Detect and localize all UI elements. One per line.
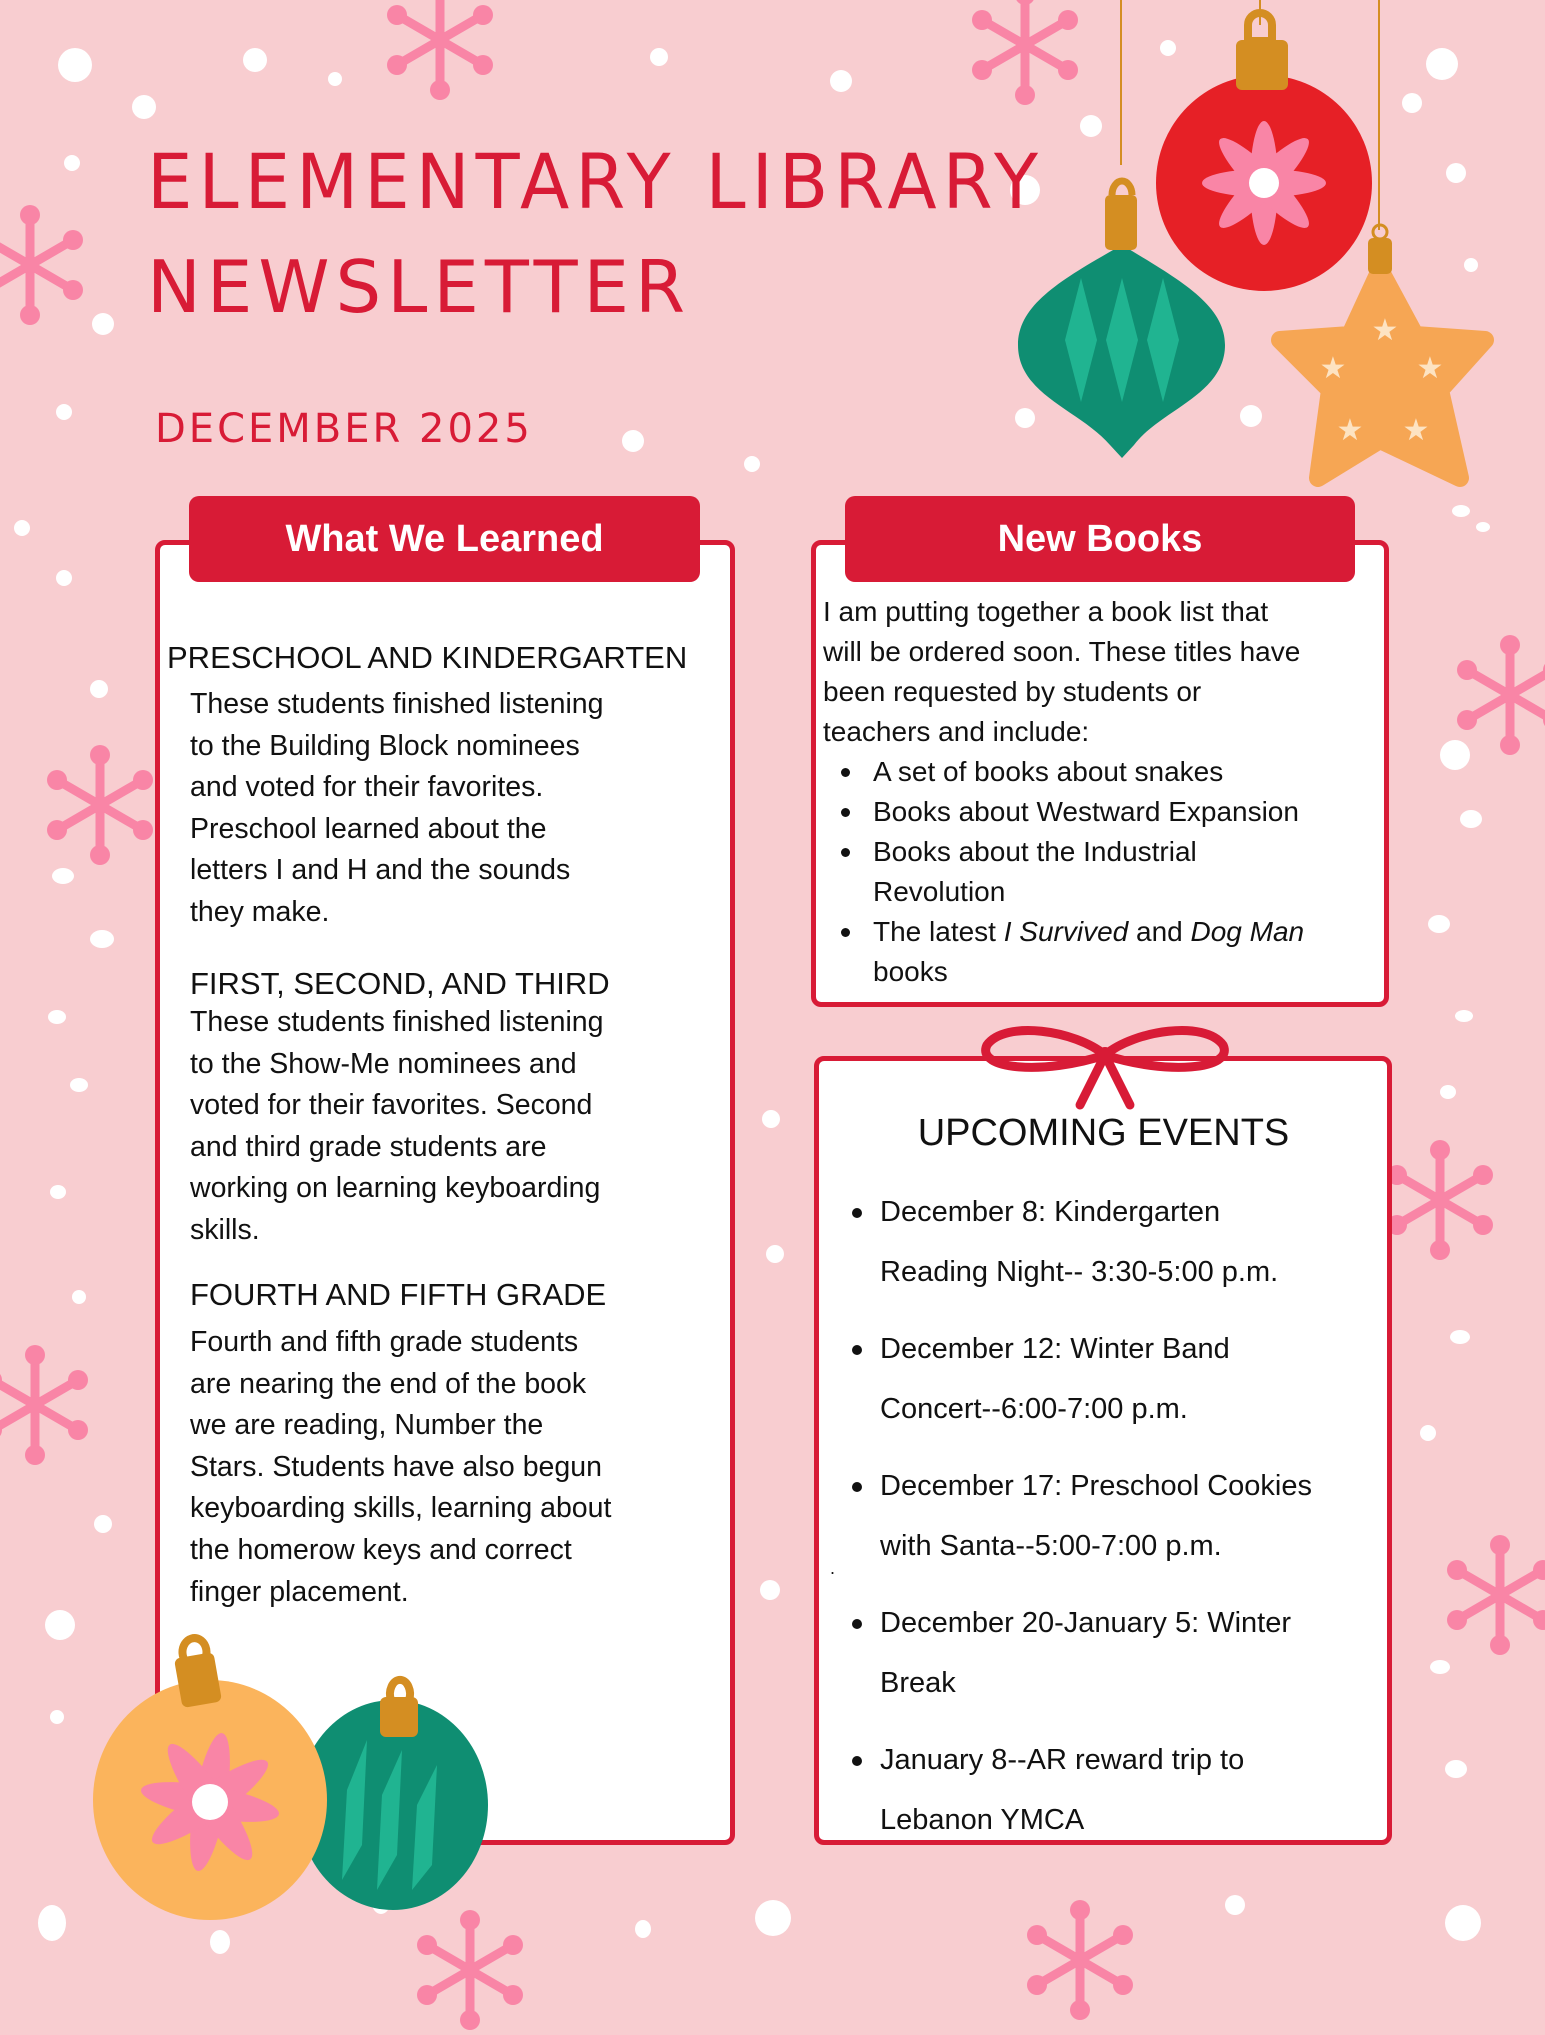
- list-item: Books about Westward Expansion: [823, 792, 1304, 832]
- event-item: December 12: Winter Band Concert--6:00-7:00 p.m.: [850, 1319, 1312, 1439]
- new-books-intro: I am putting together a book list that will be ordered soon. These titles have been requested by students or teachers and include:: [823, 596, 1301, 747]
- snowflake-icon: [0, 200, 90, 330]
- svg-text:★: ★: [1319, 351, 1347, 386]
- book-title-i-survived: I Survived: [1003, 916, 1129, 947]
- snowflake-icon: [40, 740, 160, 870]
- event-item: December 20-January 5: Winter Break: [850, 1593, 1312, 1713]
- newsletter-date: DECEMBER 2025: [155, 406, 533, 452]
- section-body-preschool: These students finished listening to the Building Block nominees and voted for their favorites. Preschool learned about the letters I and H and the sounds they make.: [190, 688, 604, 928]
- round-ornament-red-icon: [1156, 13, 1372, 291]
- snowflake-icon: [1450, 630, 1545, 760]
- snowflake-icon: [1020, 1895, 1140, 2025]
- event-item: January 8--AR reward trip to Lebanon YMCA: [850, 1730, 1312, 1850]
- book-title-dog-man: Dog Man: [1190, 916, 1305, 947]
- stray-mark: .: [830, 1558, 836, 1578]
- snowflake-icon: [1380, 1135, 1500, 1265]
- svg-text:★: ★: [1402, 413, 1430, 448]
- event-item: December 17: Preschool Cookies with Santa--5:00-7:00 p.m.: [850, 1456, 1312, 1576]
- what-we-learned-tab: What We Learned: [189, 496, 700, 582]
- section-body-fourth-fifth: Fourth and fifth grade students are nearing the end of the book we are reading, Number the Stars. Students have also begun keyboarding skills, learning about the homerow keys and correct finger placement.: [190, 1326, 612, 1608]
- snowflake-icon: [0, 1340, 95, 1470]
- upcoming-events-title: UPCOMING EVENTS: [917, 1112, 1290, 1154]
- upcoming-events-list: [850, 1182, 1312, 1867]
- svg-text:★: ★: [1416, 351, 1444, 386]
- section-heading-preschool: PRESCHOOL AND KINDERGARTEN: [167, 640, 688, 675]
- snowflake-icon: [1440, 1530, 1545, 1660]
- new-books-list: [823, 752, 1304, 992]
- snowflake-icon: [380, 0, 500, 105]
- round-ornament-orange-icon: [93, 1638, 327, 1920]
- section-heading-first-second-third: FIRST, SECOND, AND THIRD: [190, 966, 610, 1001]
- ribbon-bow-icon: [965, 1015, 1245, 1115]
- list-item: A set of books about snakes: [823, 752, 1304, 792]
- new-books-tab: New Books: [845, 496, 1355, 582]
- list-item: The latest I Survived and Dog Man books: [823, 912, 1304, 992]
- newsletter-title-line2: NEWSLETTER: [147, 245, 692, 329]
- newsletter-title-line1: ELEMENTARY LIBRARY: [147, 137, 1045, 227]
- section-body-first-second-third: These students finished listening to the Show-Me nominees and voted for their favorites. Second and third grade students are working on learning keyboarding skills.: [190, 1006, 604, 1246]
- svg-text:★: ★: [1371, 313, 1399, 348]
- list-item: Books about the Industrial Revolution: [823, 832, 1304, 912]
- event-item: December 8: Kindergarten Reading Night-- 3:30-5:00 p.m.: [850, 1182, 1312, 1302]
- section-heading-fourth-fifth: FOURTH AND FIFTH GRADE: [190, 1277, 607, 1312]
- hanging-ornaments: [1000, 0, 1545, 500]
- svg-text:★: ★: [1336, 413, 1364, 448]
- bottom-ornaments: [80, 1630, 500, 1930]
